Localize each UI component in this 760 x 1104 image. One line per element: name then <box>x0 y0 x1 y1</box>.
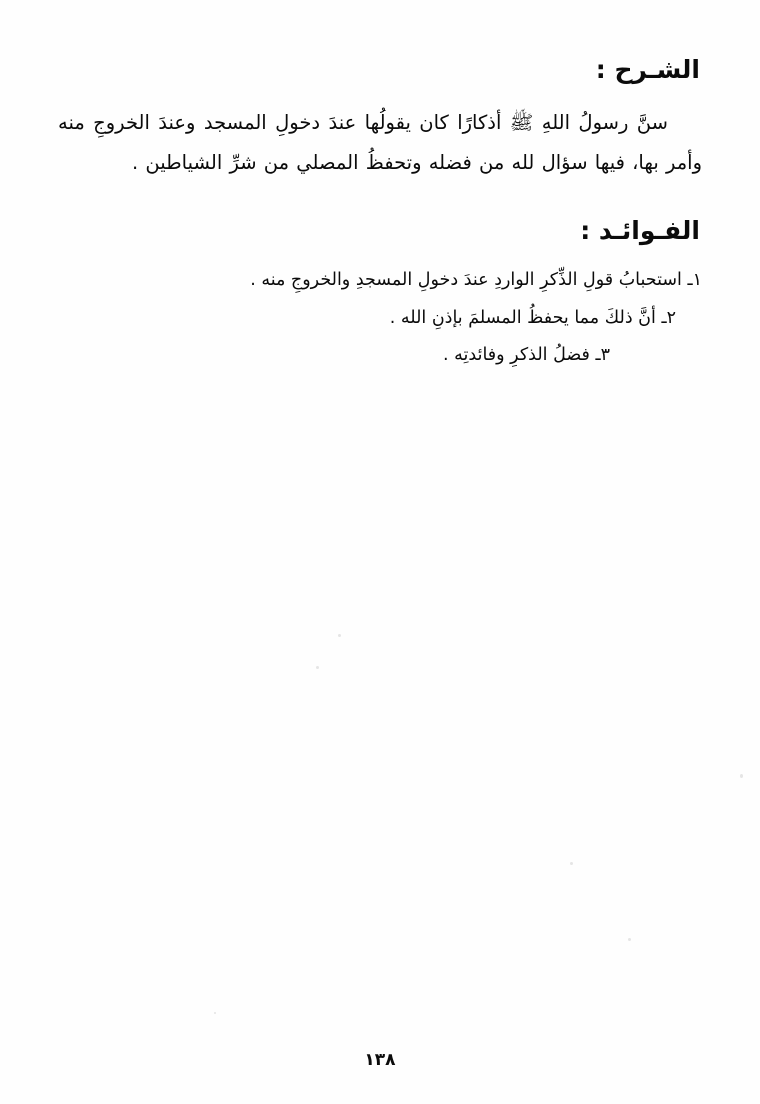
section-heading-benefits: الفـوائـد : <box>580 215 700 245</box>
explanation-paragraph: سنَّ رسولُ اللهِ ﷺ أذكارًا كان يقولُها عندَ دخولِ المسجد وعندَ الخروجِ منه وأمر بها، فيها سؤال لله من فضله وتحفظُ المصلي من شرِّ الشياطين . <box>58 111 702 174</box>
list-item: ١ـ استحبابُ قولِ الذِّكرِ الواردِ عندَ دخولِ المسجدِ والخروجِ منه . <box>250 269 702 290</box>
section-heading-explanation: الشـرح : <box>595 55 700 84</box>
page-number: ١٣٨ <box>364 1050 396 1070</box>
list-item: ٢ـ أنَّ ذلكَ مما يحفظُ المسلمَ بإذنِ الله . <box>389 307 676 328</box>
paper-speck <box>740 774 743 778</box>
paper-speck <box>570 862 573 865</box>
list-item: ٣ـ فضلُ الذكرِ وفائدتِه . <box>443 345 610 366</box>
page-content <box>58 52 702 375</box>
paper-speck <box>338 634 341 637</box>
paper-speck <box>316 666 319 669</box>
paper-speck <box>628 938 631 941</box>
paper-speck <box>214 1012 216 1014</box>
benefits-list <box>58 262 702 375</box>
